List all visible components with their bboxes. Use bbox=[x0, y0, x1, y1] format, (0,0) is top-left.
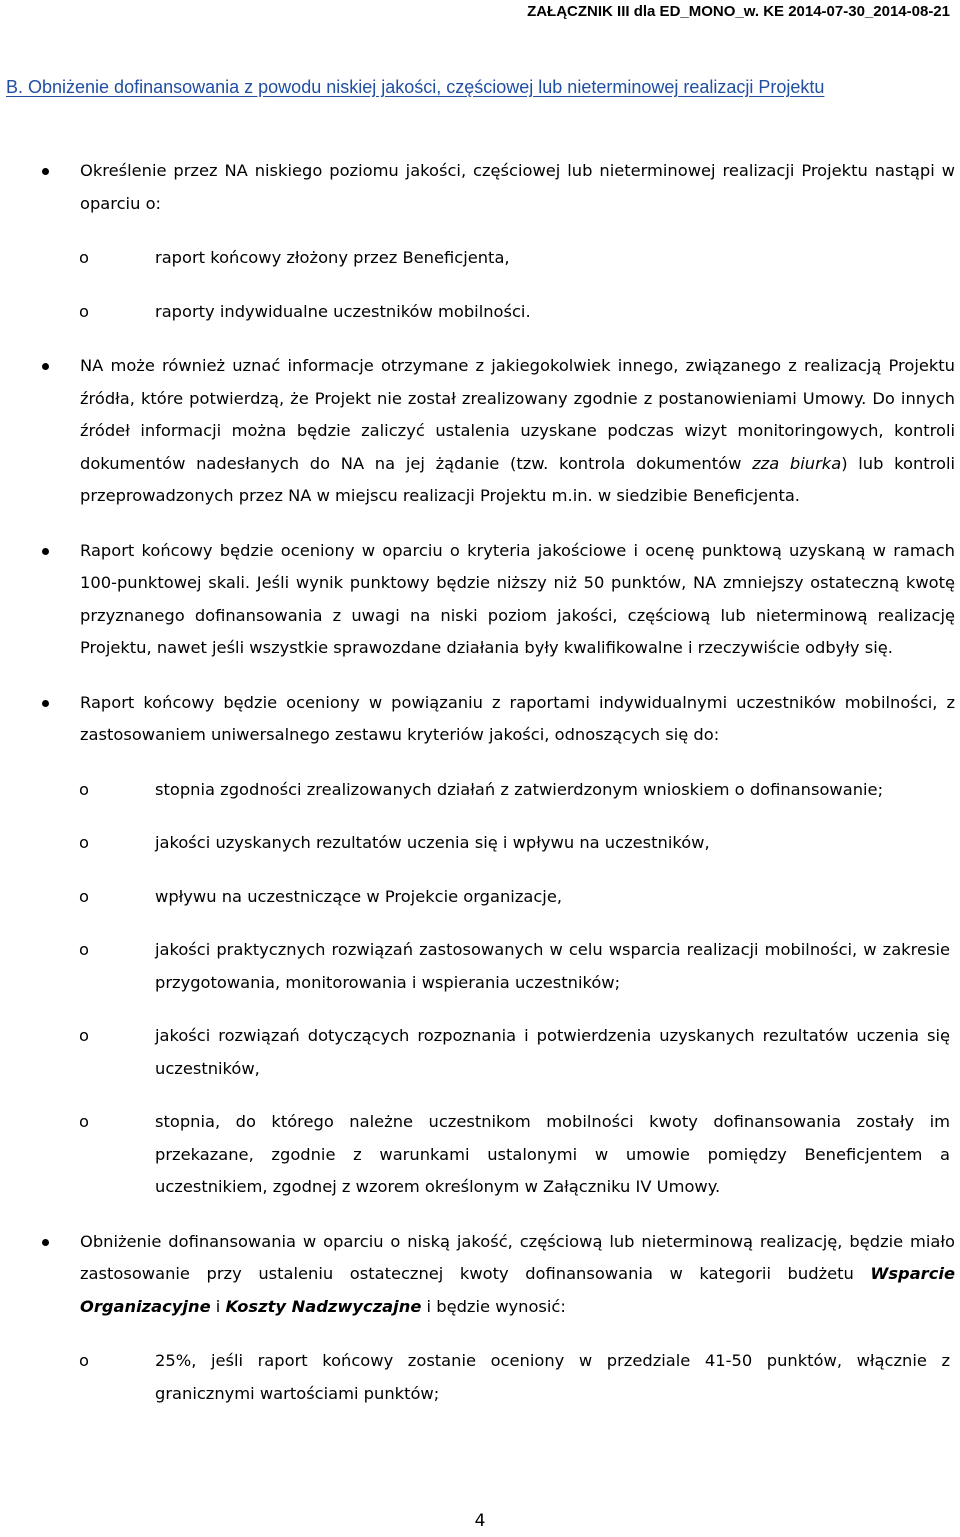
sub-item-text: stopnia, do którego należne uczestnikom mobilności kwoty dofinansowania zostały im przekazane, zgodnie z warunkami ustalonymi w umowie pomiędzy Beneficjentem a uczestnikiem, zgodnej z wzorem określonym w Załączniku IV Umowy. bbox=[155, 1112, 950, 1196]
bullet-text: Obniżenie dofinansowania w oparciu o niską jakość, częściową lub nieterminową realizację, będzie miało zastosowanie przy ustaleniu ostatecznej kwoty dofinansowania w kategorii budżetu bbox=[80, 1231, 955, 1283]
bullet-text: i będzie wynosić: bbox=[421, 1296, 566, 1316]
circle-marker-icon: o bbox=[79, 1112, 89, 1131]
circle-marker-icon: o bbox=[79, 779, 89, 799]
document-body bbox=[0, 155, 960, 1432]
bullet-text: Określenie przez NA niskiego poziomu jakości, częściowej lub nieterminowej realizacji Projektu nastąpi w oparciu o: bbox=[80, 161, 955, 213]
document-reference: ZAŁĄCZNIK III dla ED_MONO_w. KE 2014-07-30_2014-08-21 bbox=[527, 3, 950, 20]
sub-item-text: raporty indywidualne uczestników mobilności. bbox=[155, 301, 531, 321]
circle-marker-icon: o bbox=[79, 886, 89, 906]
sub-item-text: jakości praktycznych rozwiązań zastosowanych w celu wsparcia realizacji mobilności, w zakresie przygotowania, monitorowania i wspierania uczestników; bbox=[155, 940, 950, 992]
bullet-item bbox=[0, 155, 960, 328]
sub-list-item bbox=[0, 934, 955, 999]
section-title-text: B. Obniżenie dofinansowania z powodu niskiej jakości, częściowej lub nieterminowej realizacji Projektu bbox=[6, 77, 825, 97]
sub-list-item bbox=[0, 881, 955, 914]
sub-list-item bbox=[0, 296, 955, 329]
budget-category-emphasis: Koszty Nadzwyczajne bbox=[225, 1296, 422, 1316]
circle-marker-icon: o bbox=[79, 1026, 89, 1045]
circle-marker-icon: o bbox=[79, 833, 89, 852]
bullet-text: NA może również uznać informacje otrzymane z jakiegokolwiek innego, związanego z realizacją Projektu źródła, które potwierdzą, że Projekt nie został zrealizowany zgodnie z postanowieniami Umowy. Do innych źródeł informacji można będzie zaliczyć ustalenia uzyskane podczas wizyt monitoringowych, kontroli dokumentów nadesłanych do NA na jej żądanie (tzw. kontrola dokumentów bbox=[80, 356, 955, 473]
bullet-dot-icon bbox=[42, 548, 49, 555]
bullet-item bbox=[0, 687, 960, 1204]
bullet-dot-icon bbox=[42, 363, 49, 370]
sub-item-text: wpływu na uczestniczące w Projekcie organizacje, bbox=[155, 886, 563, 906]
sub-item-text: 25%, jeśli raport końcowy zostanie oceniony w przedziale 41-50 punktów, włącznie z granicznymi wartościami punktów; bbox=[155, 1351, 950, 1403]
circle-marker-icon: o bbox=[79, 248, 89, 267]
bullet-dot-icon bbox=[42, 1239, 49, 1246]
bullet-dot-icon bbox=[42, 700, 49, 707]
sub-list-item bbox=[0, 774, 955, 807]
bullet-text: i bbox=[210, 1296, 226, 1316]
section-title bbox=[6, 71, 956, 104]
bullet-item bbox=[0, 350, 960, 513]
sub-list-item bbox=[0, 1106, 955, 1204]
bullet-text: Raport końcowy będzie oceniony w powiązaniu z raportami indywidualnymi uczestników mobilności, z zastosowaniem uniwersalnego zestawu kryteriów jakości, odnoszących się do: bbox=[80, 692, 955, 744]
sub-list bbox=[0, 1345, 955, 1410]
bullet-dot-icon bbox=[42, 168, 49, 175]
sub-list-item bbox=[0, 827, 955, 860]
circle-marker-icon: o bbox=[79, 301, 89, 321]
sub-list-item bbox=[0, 242, 955, 275]
sub-list bbox=[0, 774, 955, 1204]
circle-marker-icon: o bbox=[79, 1351, 89, 1370]
sub-item-text: jakości rozwiązań dotyczących rozpoznania i potwierdzenia uzyskanych rezultatów uczenia się uczestników, bbox=[155, 1026, 950, 1078]
bullet-text: Raport końcowy będzie oceniony w oparciu o kryteria jakościowe i ocenę punktową uzyskaną w ramach 100-punktowej skali. Jeśli wynik punktowy będzie niższy niż 50 punktów, NA zmniejszy ostateczną kwotę przyznanego dofinansowania z uwagi na niski poziom jakości, częściową lub nieterminową realizację Projektu, nawet jeśli wszystkie sprawozdane działania były kwalifikowalne i rzeczywiście odbyły się. bbox=[80, 540, 955, 657]
bullet-text: ) lub kontroli przeprowadzonych przez NA w miejscu realizacji Projektu m.in. w siedzibie Beneficjenta. bbox=[80, 453, 955, 505]
bullet-italic-text: zza biurka bbox=[752, 453, 842, 473]
sub-list-item bbox=[0, 1345, 955, 1410]
circle-marker-icon: o bbox=[79, 940, 89, 959]
sub-item-text: stopnia zgodności zrealizowanych działań z zatwierdzonym wnioskiem o dofinansowanie; bbox=[155, 779, 884, 799]
sub-list bbox=[0, 242, 955, 328]
sub-item-text: jakości uzyskanych rezultatów uczenia się i wpływu na uczestników, bbox=[155, 833, 710, 852]
budget-category-emphasis: Wsparcie Organizacyjne bbox=[80, 1264, 955, 1316]
page-number: 4 bbox=[474, 1511, 486, 1531]
sub-item-text: raport końcowy złożony przez Beneficjenta, bbox=[155, 248, 510, 267]
sub-list-item bbox=[0, 1020, 955, 1085]
bullet-item bbox=[0, 535, 960, 665]
bullet-item bbox=[0, 1226, 960, 1411]
